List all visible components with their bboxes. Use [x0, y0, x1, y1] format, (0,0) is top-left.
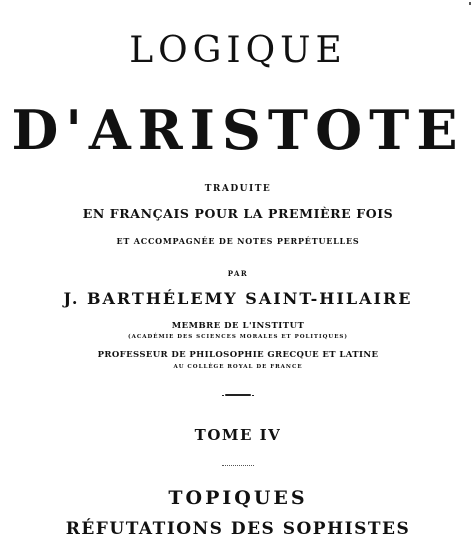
ornament-dot-right	[252, 395, 254, 396]
work-title-topiques: TOPIQUES	[168, 487, 308, 509]
work-title-refutations: RÉFUTATIONS DES SOPHISTES	[65, 519, 411, 539]
traduite-label: TRADUITE	[204, 184, 272, 194]
translation-line: EN FRANÇAIS POUR LA PREMIÈRE FOIS	[82, 206, 394, 221]
par-label: PAR	[227, 269, 249, 278]
ornament-bar	[225, 394, 251, 396]
membre-line: MEMBRE DE L'INSTITUT	[171, 321, 305, 331]
tome-label: TOME IV	[194, 426, 282, 444]
page-speck	[469, 2, 471, 5]
dotted-rule	[222, 465, 254, 467]
title-line-1: LOGIQUE	[129, 30, 347, 71]
notes-line: ET ACCOMPAGNÉE DE NOTES PERPÉTUELLES	[116, 236, 360, 246]
professeur-line: PROFESSEUR DE PHILOSOPHIE GRECQUE ET LATINE	[97, 350, 379, 360]
title-line-2: D'ARISTOTE	[11, 98, 465, 162]
ornament-rule	[225, 393, 251, 397]
author-name: J. BARTHÉLEMY SAINT-HILAIRE	[63, 289, 413, 308]
college-line: AU COLLÈGE ROYAL DE FRANCE	[173, 364, 303, 370]
academie-line: (ACADÉMIE DES SCIENCES MORALES ET POLITIQUES)	[128, 334, 348, 340]
ornament-dot-left	[222, 395, 224, 396]
